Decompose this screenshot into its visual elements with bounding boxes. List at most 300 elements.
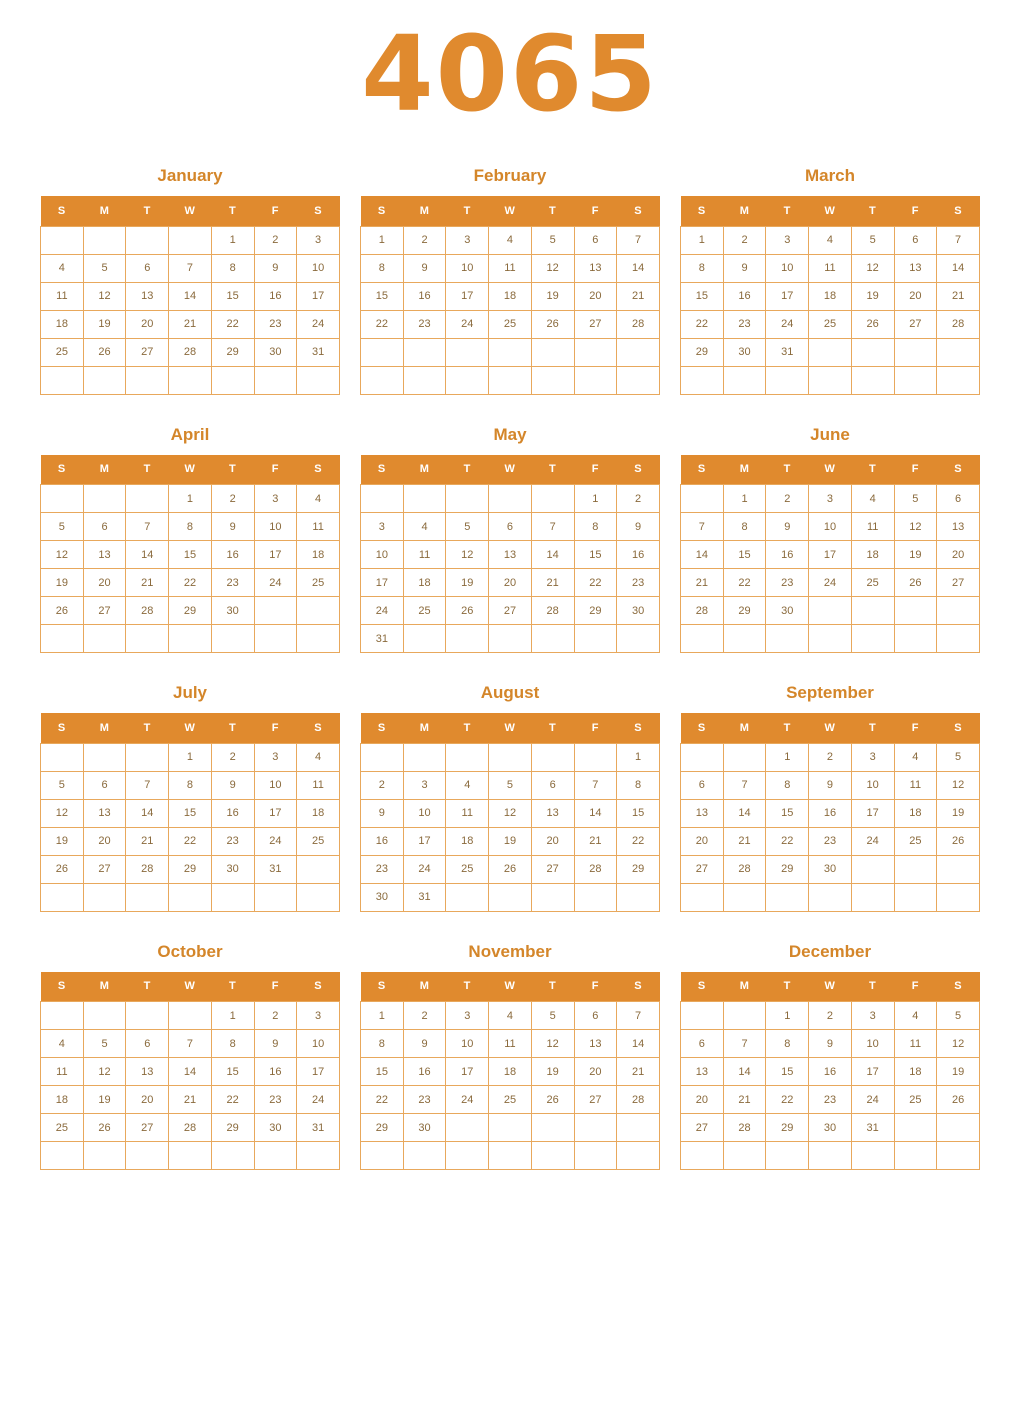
day-cell[interactable]: 15: [617, 799, 660, 827]
day-cell[interactable]: 23: [809, 1086, 852, 1114]
day-cell[interactable]: 12: [851, 254, 894, 282]
day-cell[interactable]: 8: [211, 254, 254, 282]
day-cell[interactable]: 2: [809, 743, 852, 771]
day-cell[interactable]: 14: [723, 799, 766, 827]
day-cell[interactable]: 24: [766, 310, 809, 338]
day-cell[interactable]: 4: [297, 485, 340, 513]
day-cell[interactable]: 18: [489, 1058, 532, 1086]
day-cell[interactable]: 30: [766, 597, 809, 625]
day-cell[interactable]: 5: [531, 1002, 574, 1030]
day-cell[interactable]: 22: [361, 1086, 404, 1114]
day-cell[interactable]: 8: [361, 254, 404, 282]
day-cell[interactable]: 7: [169, 254, 212, 282]
day-cell[interactable]: 3: [297, 1002, 340, 1030]
day-cell[interactable]: 31: [403, 883, 446, 911]
day-cell[interactable]: 31: [361, 625, 404, 653]
day-cell[interactable]: 12: [531, 1030, 574, 1058]
day-cell[interactable]: 1: [211, 226, 254, 254]
day-cell[interactable]: 21: [531, 569, 574, 597]
day-cell[interactable]: 24: [254, 569, 297, 597]
day-cell[interactable]: 28: [723, 1114, 766, 1142]
day-cell[interactable]: 23: [723, 310, 766, 338]
day-cell[interactable]: 2: [809, 1002, 852, 1030]
day-cell[interactable]: 15: [723, 541, 766, 569]
day-cell[interactable]: 5: [937, 743, 980, 771]
day-cell[interactable]: 11: [489, 1030, 532, 1058]
day-cell[interactable]: 11: [809, 254, 852, 282]
day-cell[interactable]: 16: [361, 827, 404, 855]
day-cell[interactable]: 21: [617, 1058, 660, 1086]
day-cell[interactable]: 13: [937, 513, 980, 541]
day-cell[interactable]: 21: [169, 310, 212, 338]
day-cell[interactable]: 6: [531, 771, 574, 799]
day-cell[interactable]: 28: [617, 1086, 660, 1114]
day-cell[interactable]: 23: [361, 855, 404, 883]
day-cell[interactable]: 6: [83, 771, 126, 799]
day-cell[interactable]: 25: [489, 1086, 532, 1114]
day-cell[interactable]: 25: [403, 597, 446, 625]
day-cell[interactable]: 17: [851, 799, 894, 827]
day-cell[interactable]: 10: [297, 1030, 340, 1058]
day-cell[interactable]: 24: [297, 310, 340, 338]
day-cell[interactable]: 1: [723, 485, 766, 513]
day-cell[interactable]: 13: [126, 1058, 169, 1086]
day-cell[interactable]: 22: [211, 310, 254, 338]
day-cell[interactable]: 27: [83, 597, 126, 625]
day-cell[interactable]: 19: [894, 541, 937, 569]
day-cell[interactable]: 31: [297, 338, 340, 366]
day-cell[interactable]: 24: [809, 569, 852, 597]
day-cell[interactable]: 30: [723, 338, 766, 366]
day-cell[interactable]: 20: [126, 1086, 169, 1114]
day-cell[interactable]: 28: [126, 855, 169, 883]
day-cell[interactable]: 3: [254, 485, 297, 513]
day-cell[interactable]: 18: [489, 282, 532, 310]
day-cell[interactable]: 25: [851, 569, 894, 597]
day-cell[interactable]: 19: [446, 569, 489, 597]
day-cell[interactable]: 27: [937, 569, 980, 597]
day-cell[interactable]: 11: [41, 1058, 84, 1086]
day-cell[interactable]: 16: [211, 541, 254, 569]
day-cell[interactable]: 19: [531, 1058, 574, 1086]
day-cell[interactable]: 23: [211, 827, 254, 855]
day-cell[interactable]: 8: [723, 513, 766, 541]
day-cell[interactable]: 9: [809, 771, 852, 799]
day-cell[interactable]: 26: [83, 1114, 126, 1142]
day-cell[interactable]: 9: [361, 799, 404, 827]
day-cell[interactable]: 10: [297, 254, 340, 282]
day-cell[interactable]: 10: [361, 541, 404, 569]
day-cell[interactable]: 30: [361, 883, 404, 911]
day-cell[interactable]: 9: [211, 771, 254, 799]
day-cell[interactable]: 7: [617, 1002, 660, 1030]
day-cell[interactable]: 20: [937, 541, 980, 569]
day-cell[interactable]: 29: [574, 597, 617, 625]
day-cell[interactable]: 23: [403, 1086, 446, 1114]
day-cell[interactable]: 22: [766, 827, 809, 855]
day-cell[interactable]: 25: [809, 310, 852, 338]
day-cell[interactable]: 27: [489, 597, 532, 625]
day-cell[interactable]: 2: [211, 743, 254, 771]
day-cell[interactable]: 8: [574, 513, 617, 541]
day-cell[interactable]: 3: [361, 513, 404, 541]
day-cell[interactable]: 5: [41, 513, 84, 541]
day-cell[interactable]: 16: [254, 1058, 297, 1086]
day-cell[interactable]: 10: [851, 1030, 894, 1058]
day-cell[interactable]: 17: [446, 282, 489, 310]
day-cell[interactable]: 15: [766, 1058, 809, 1086]
day-cell[interactable]: 6: [937, 485, 980, 513]
day-cell[interactable]: 26: [531, 1086, 574, 1114]
day-cell[interactable]: 13: [681, 799, 724, 827]
day-cell[interactable]: 19: [83, 1086, 126, 1114]
day-cell[interactable]: 3: [446, 226, 489, 254]
day-cell[interactable]: 13: [83, 541, 126, 569]
day-cell[interactable]: 5: [531, 226, 574, 254]
day-cell[interactable]: 30: [403, 1114, 446, 1142]
day-cell[interactable]: 29: [766, 1114, 809, 1142]
day-cell[interactable]: 29: [211, 338, 254, 366]
day-cell[interactable]: 17: [809, 541, 852, 569]
day-cell[interactable]: 1: [681, 226, 724, 254]
day-cell[interactable]: 27: [574, 310, 617, 338]
day-cell[interactable]: 5: [446, 513, 489, 541]
day-cell[interactable]: 21: [723, 1086, 766, 1114]
day-cell[interactable]: 22: [169, 569, 212, 597]
day-cell[interactable]: 13: [574, 1030, 617, 1058]
day-cell[interactable]: 15: [169, 799, 212, 827]
day-cell[interactable]: 4: [446, 771, 489, 799]
day-cell[interactable]: 5: [894, 485, 937, 513]
day-cell[interactable]: 22: [617, 827, 660, 855]
day-cell[interactable]: 23: [403, 310, 446, 338]
day-cell[interactable]: 22: [574, 569, 617, 597]
day-cell[interactable]: 27: [83, 855, 126, 883]
day-cell[interactable]: 16: [211, 799, 254, 827]
day-cell[interactable]: 21: [169, 1086, 212, 1114]
day-cell[interactable]: 12: [83, 1058, 126, 1086]
day-cell[interactable]: 27: [126, 1114, 169, 1142]
day-cell[interactable]: 29: [211, 1114, 254, 1142]
day-cell[interactable]: 23: [809, 827, 852, 855]
day-cell[interactable]: 26: [851, 310, 894, 338]
day-cell[interactable]: 14: [169, 282, 212, 310]
day-cell[interactable]: 23: [617, 569, 660, 597]
day-cell[interactable]: 4: [297, 743, 340, 771]
day-cell[interactable]: 31: [851, 1114, 894, 1142]
day-cell[interactable]: 24: [403, 855, 446, 883]
day-cell[interactable]: 16: [723, 282, 766, 310]
day-cell[interactable]: 16: [809, 1058, 852, 1086]
day-cell[interactable]: 19: [531, 282, 574, 310]
day-cell[interactable]: 4: [489, 226, 532, 254]
day-cell[interactable]: 6: [681, 1030, 724, 1058]
day-cell[interactable]: 9: [766, 513, 809, 541]
day-cell[interactable]: 26: [489, 855, 532, 883]
day-cell[interactable]: 24: [254, 827, 297, 855]
day-cell[interactable]: 6: [126, 1030, 169, 1058]
day-cell[interactable]: 18: [297, 799, 340, 827]
day-cell[interactable]: 3: [851, 1002, 894, 1030]
day-cell[interactable]: 14: [126, 799, 169, 827]
day-cell[interactable]: 24: [446, 310, 489, 338]
day-cell[interactable]: 8: [766, 771, 809, 799]
day-cell[interactable]: 12: [446, 541, 489, 569]
day-cell[interactable]: 7: [681, 513, 724, 541]
day-cell[interactable]: 27: [681, 855, 724, 883]
day-cell[interactable]: 1: [169, 485, 212, 513]
day-cell[interactable]: 26: [894, 569, 937, 597]
day-cell[interactable]: 13: [681, 1058, 724, 1086]
day-cell[interactable]: 10: [446, 1030, 489, 1058]
day-cell[interactable]: 20: [574, 282, 617, 310]
day-cell[interactable]: 19: [937, 1058, 980, 1086]
day-cell[interactable]: 12: [937, 1030, 980, 1058]
day-cell[interactable]: 14: [681, 541, 724, 569]
day-cell[interactable]: 2: [361, 771, 404, 799]
day-cell[interactable]: 15: [211, 282, 254, 310]
day-cell[interactable]: 29: [766, 855, 809, 883]
day-cell[interactable]: 12: [41, 799, 84, 827]
day-cell[interactable]: 24: [297, 1086, 340, 1114]
day-cell[interactable]: 21: [681, 569, 724, 597]
day-cell[interactable]: 3: [851, 743, 894, 771]
day-cell[interactable]: 29: [723, 597, 766, 625]
day-cell[interactable]: 6: [126, 254, 169, 282]
day-cell[interactable]: 25: [489, 310, 532, 338]
day-cell[interactable]: 19: [41, 827, 84, 855]
day-cell[interactable]: 1: [211, 1002, 254, 1030]
day-cell[interactable]: 30: [809, 1114, 852, 1142]
day-cell[interactable]: 8: [681, 254, 724, 282]
day-cell[interactable]: 5: [937, 1002, 980, 1030]
day-cell[interactable]: 6: [489, 513, 532, 541]
day-cell[interactable]: 16: [617, 541, 660, 569]
day-cell[interactable]: 17: [297, 282, 340, 310]
day-cell[interactable]: 12: [531, 254, 574, 282]
day-cell[interactable]: 29: [169, 597, 212, 625]
day-cell[interactable]: 18: [894, 799, 937, 827]
day-cell[interactable]: 4: [894, 1002, 937, 1030]
day-cell[interactable]: 10: [254, 513, 297, 541]
day-cell[interactable]: 21: [937, 282, 980, 310]
day-cell[interactable]: 18: [41, 1086, 84, 1114]
day-cell[interactable]: 24: [851, 827, 894, 855]
day-cell[interactable]: 29: [681, 338, 724, 366]
day-cell[interactable]: 2: [766, 485, 809, 513]
day-cell[interactable]: 16: [766, 541, 809, 569]
day-cell[interactable]: 17: [446, 1058, 489, 1086]
day-cell[interactable]: 28: [574, 855, 617, 883]
day-cell[interactable]: 23: [254, 310, 297, 338]
day-cell[interactable]: 9: [211, 513, 254, 541]
day-cell[interactable]: 9: [723, 254, 766, 282]
day-cell[interactable]: 18: [41, 310, 84, 338]
day-cell[interactable]: 25: [297, 569, 340, 597]
day-cell[interactable]: 8: [169, 513, 212, 541]
day-cell[interactable]: 25: [297, 827, 340, 855]
day-cell[interactable]: 14: [574, 799, 617, 827]
day-cell[interactable]: 14: [617, 1030, 660, 1058]
day-cell[interactable]: 26: [446, 597, 489, 625]
day-cell[interactable]: 11: [446, 799, 489, 827]
day-cell[interactable]: 13: [83, 799, 126, 827]
day-cell[interactable]: 10: [254, 771, 297, 799]
day-cell[interactable]: 12: [83, 282, 126, 310]
day-cell[interactable]: 5: [41, 771, 84, 799]
day-cell[interactable]: 13: [126, 282, 169, 310]
day-cell[interactable]: 13: [894, 254, 937, 282]
day-cell[interactable]: 1: [361, 226, 404, 254]
day-cell[interactable]: 25: [894, 827, 937, 855]
day-cell[interactable]: 14: [531, 541, 574, 569]
day-cell[interactable]: 11: [403, 541, 446, 569]
day-cell[interactable]: 20: [83, 827, 126, 855]
day-cell[interactable]: 13: [574, 254, 617, 282]
day-cell[interactable]: 28: [169, 338, 212, 366]
day-cell[interactable]: 18: [297, 541, 340, 569]
day-cell[interactable]: 7: [169, 1030, 212, 1058]
day-cell[interactable]: 14: [617, 254, 660, 282]
day-cell[interactable]: 15: [169, 541, 212, 569]
day-cell[interactable]: 28: [531, 597, 574, 625]
day-cell[interactable]: 30: [254, 1114, 297, 1142]
day-cell[interactable]: 4: [489, 1002, 532, 1030]
day-cell[interactable]: 19: [489, 827, 532, 855]
day-cell[interactable]: 4: [41, 254, 84, 282]
day-cell[interactable]: 3: [297, 226, 340, 254]
day-cell[interactable]: 29: [361, 1114, 404, 1142]
day-cell[interactable]: 7: [723, 771, 766, 799]
day-cell[interactable]: 25: [41, 338, 84, 366]
day-cell[interactable]: 15: [211, 1058, 254, 1086]
day-cell[interactable]: 11: [297, 513, 340, 541]
day-cell[interactable]: 16: [809, 799, 852, 827]
day-cell[interactable]: 8: [211, 1030, 254, 1058]
day-cell[interactable]: 12: [894, 513, 937, 541]
day-cell[interactable]: 20: [531, 827, 574, 855]
day-cell[interactable]: 17: [766, 282, 809, 310]
day-cell[interactable]: 30: [254, 338, 297, 366]
day-cell[interactable]: 6: [894, 226, 937, 254]
day-cell[interactable]: 26: [937, 827, 980, 855]
day-cell[interactable]: 20: [681, 1086, 724, 1114]
day-cell[interactable]: 10: [809, 513, 852, 541]
day-cell[interactable]: 22: [211, 1086, 254, 1114]
day-cell[interactable]: 10: [446, 254, 489, 282]
day-cell[interactable]: 1: [766, 743, 809, 771]
day-cell[interactable]: 14: [723, 1058, 766, 1086]
day-cell[interactable]: 7: [126, 513, 169, 541]
day-cell[interactable]: 28: [937, 310, 980, 338]
day-cell[interactable]: 31: [297, 1114, 340, 1142]
day-cell[interactable]: 27: [574, 1086, 617, 1114]
day-cell[interactable]: 1: [766, 1002, 809, 1030]
day-cell[interactable]: 7: [574, 771, 617, 799]
day-cell[interactable]: 9: [617, 513, 660, 541]
day-cell[interactable]: 8: [169, 771, 212, 799]
day-cell[interactable]: 21: [574, 827, 617, 855]
day-cell[interactable]: 17: [851, 1058, 894, 1086]
day-cell[interactable]: 15: [574, 541, 617, 569]
day-cell[interactable]: 24: [851, 1086, 894, 1114]
day-cell[interactable]: 3: [446, 1002, 489, 1030]
day-cell[interactable]: 1: [617, 743, 660, 771]
day-cell[interactable]: 26: [41, 597, 84, 625]
day-cell[interactable]: 20: [489, 569, 532, 597]
day-cell[interactable]: 10: [403, 799, 446, 827]
day-cell[interactable]: 9: [403, 1030, 446, 1058]
day-cell[interactable]: 1: [574, 485, 617, 513]
day-cell[interactable]: 20: [574, 1058, 617, 1086]
day-cell[interactable]: 2: [403, 1002, 446, 1030]
day-cell[interactable]: 16: [403, 282, 446, 310]
day-cell[interactable]: 28: [723, 855, 766, 883]
day-cell[interactable]: 26: [83, 338, 126, 366]
day-cell[interactable]: 24: [446, 1086, 489, 1114]
day-cell[interactable]: 15: [361, 282, 404, 310]
day-cell[interactable]: 27: [531, 855, 574, 883]
day-cell[interactable]: 13: [531, 799, 574, 827]
day-cell[interactable]: 23: [766, 569, 809, 597]
day-cell[interactable]: 30: [617, 597, 660, 625]
day-cell[interactable]: 9: [254, 1030, 297, 1058]
day-cell[interactable]: 25: [446, 855, 489, 883]
day-cell[interactable]: 25: [41, 1114, 84, 1142]
day-cell[interactable]: 29: [617, 855, 660, 883]
day-cell[interactable]: 4: [894, 743, 937, 771]
day-cell[interactable]: 18: [809, 282, 852, 310]
day-cell[interactable]: 2: [254, 1002, 297, 1030]
day-cell[interactable]: 17: [254, 541, 297, 569]
day-cell[interactable]: 7: [723, 1030, 766, 1058]
day-cell[interactable]: 16: [254, 282, 297, 310]
day-cell[interactable]: 11: [41, 282, 84, 310]
day-cell[interactable]: 18: [403, 569, 446, 597]
day-cell[interactable]: 31: [766, 338, 809, 366]
day-cell[interactable]: 21: [126, 569, 169, 597]
day-cell[interactable]: 15: [766, 799, 809, 827]
day-cell[interactable]: 22: [723, 569, 766, 597]
day-cell[interactable]: 2: [211, 485, 254, 513]
day-cell[interactable]: 19: [83, 310, 126, 338]
day-cell[interactable]: 8: [766, 1030, 809, 1058]
day-cell[interactable]: 6: [83, 513, 126, 541]
day-cell[interactable]: 12: [489, 799, 532, 827]
day-cell[interactable]: 28: [169, 1114, 212, 1142]
day-cell[interactable]: 4: [403, 513, 446, 541]
day-cell[interactable]: 4: [851, 485, 894, 513]
day-cell[interactable]: 17: [297, 1058, 340, 1086]
day-cell[interactable]: 20: [83, 569, 126, 597]
day-cell[interactable]: 15: [361, 1058, 404, 1086]
day-cell[interactable]: 14: [937, 254, 980, 282]
day-cell[interactable]: 4: [809, 226, 852, 254]
day-cell[interactable]: 11: [851, 513, 894, 541]
day-cell[interactable]: 18: [446, 827, 489, 855]
day-cell[interactable]: 7: [617, 226, 660, 254]
day-cell[interactable]: 2: [723, 226, 766, 254]
day-cell[interactable]: 10: [851, 771, 894, 799]
day-cell[interactable]: 1: [169, 743, 212, 771]
day-cell[interactable]: 3: [809, 485, 852, 513]
day-cell[interactable]: 19: [41, 569, 84, 597]
day-cell[interactable]: 3: [403, 771, 446, 799]
day-cell[interactable]: 5: [83, 254, 126, 282]
day-cell[interactable]: 30: [809, 855, 852, 883]
day-cell[interactable]: 17: [361, 569, 404, 597]
day-cell[interactable]: 20: [681, 827, 724, 855]
